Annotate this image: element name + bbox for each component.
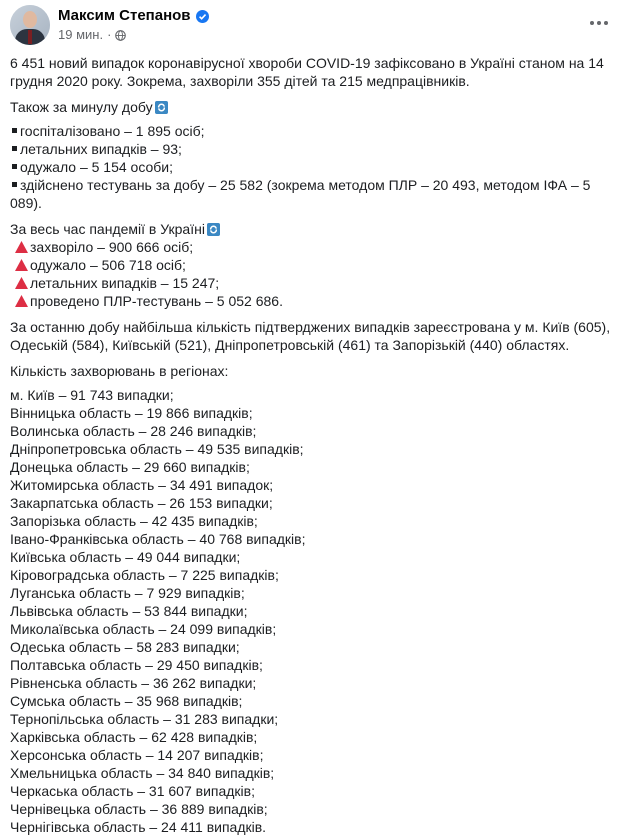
region-item: Кіровоградська область – 7 225 випадків; — [10, 567, 279, 583]
region-item: Тернопільська область – 31 283 випадки; — [10, 711, 279, 727]
regions-list — [10, 386, 617, 836]
pandemic-item: захворіло – 900 666 осіб; — [10, 238, 617, 256]
region-item: Чернігівська область – 24 411 випадків. — [10, 819, 267, 835]
pandemic-heading-text: За весь час пандемії в Україні — [10, 221, 205, 237]
region-item: Дніпропетровська область – 49 535 випадків; — [10, 441, 304, 457]
region-item: Донецька область – 29 660 випадків; — [10, 459, 250, 475]
bullet-square-icon — [12, 128, 17, 133]
red-triangle-icon — [14, 258, 29, 272]
post-header — [10, 5, 617, 45]
author-row — [58, 7, 209, 25]
region-item: м. Київ – 91 743 випадки; — [10, 387, 174, 403]
region-item: Житомирська область – 34 491 випадок; — [10, 477, 274, 493]
region-item: Львівська область – 53 844 випадки; — [10, 603, 248, 619]
intro-line: 6 451 новий випадок коронавірусної хвороби COVID-19 зафіксовано в Україні станом на 14 — [10, 55, 604, 71]
pandemic-heading — [10, 220, 617, 238]
verified-badge-icon — [196, 10, 209, 23]
regions-heading: Кількість захворювань в регіонах: — [10, 363, 229, 379]
region-item: Закарпатська область – 26 153 випадки; — [10, 495, 273, 511]
post-body — [10, 54, 617, 836]
region-item: Сумська область – 35 968 випадків; — [10, 693, 243, 709]
daily-item: здійснено тестувань за добу – 25 582 (зокрема методом ПЛР – 20 493, методом ІФА – 5 — [10, 176, 617, 194]
intro-line: грудня 2020 року. Зокрема, захворіли 355 дітей та 215 медпрацівників. — [10, 73, 470, 89]
daily-item: летальних випадків – 93; — [10, 140, 617, 158]
top-regions-line: За останню добу найбільша кількість підтверджених випадків зареєстрована у м. Київ (605), — [10, 319, 611, 335]
region-item: Черкаська область – 31 607 випадків; — [10, 783, 255, 799]
daily-heading-text: Також за минулу добу — [10, 99, 153, 115]
region-item: Хмельницька область – 34 840 випадків; — [10, 765, 275, 781]
daily-item: одужало – 5 154 особи; — [10, 158, 617, 176]
region-item: Івано-Франківська область – 40 768 випадків; — [10, 531, 306, 547]
bullet-square-icon — [12, 182, 17, 187]
region-item: Чернівецька область – 36 889 випадків; — [10, 801, 268, 817]
region-item: Київська область – 49 044 випадки; — [10, 549, 241, 565]
region-item: Харківська область – 62 428 випадків; — [10, 729, 258, 745]
region-item: Полтавська область – 29 450 випадків; — [10, 657, 263, 673]
post-timestamp[interactable]: 19 мин. — [58, 27, 104, 42]
region-item: Миколаївська область – 24 099 випадків; — [10, 621, 277, 637]
daily-item: госпіталізовано – 1 895 осіб; — [10, 122, 617, 140]
region-item: Луганська область – 7 929 випадків; — [10, 585, 245, 601]
region-item: Волинська область – 28 246 випадків; — [10, 423, 257, 439]
region-item: Рівненська область – 36 262 випадки; — [10, 675, 257, 691]
post-meta — [58, 27, 126, 43]
globe-icon — [115, 30, 126, 41]
pandemic-item: летальних випадків – 15 247; — [10, 274, 617, 292]
daily-item-continuation: 089). — [10, 195, 42, 211]
region-item: Запорізька область – 42 435 випадків; — [10, 513, 258, 529]
pandemic-item: одужало – 506 718 осіб; — [10, 256, 617, 274]
bullet-square-icon — [12, 146, 17, 151]
red-triangle-icon — [14, 240, 29, 254]
region-item: Вінницька область – 19 866 випадків; — [10, 405, 253, 421]
arrows-cycle-icon — [207, 223, 220, 236]
daily-heading — [10, 98, 617, 116]
region-item: Херсонська область – 14 207 випадків; — [10, 747, 264, 763]
more-options-icon[interactable] — [587, 15, 611, 31]
pandemic-item: проведено ПЛР-тестувань – 5 052 686. — [10, 292, 617, 310]
region-item: Одеська область – 58 283 випадки; — [10, 639, 240, 655]
bullet-square-icon — [12, 164, 17, 169]
red-triangle-icon — [14, 294, 29, 308]
arrows-cycle-icon — [155, 101, 168, 114]
top-regions-line: Одеській (584), Київській (521), Дніпропетровській (461) та Запорізькій (440) областях. — [10, 337, 570, 353]
author-name[interactable]: Максим Степанов — [58, 7, 191, 24]
meta-separator: · — [107, 27, 112, 42]
author-avatar[interactable] — [10, 5, 50, 45]
red-triangle-icon — [14, 276, 29, 290]
